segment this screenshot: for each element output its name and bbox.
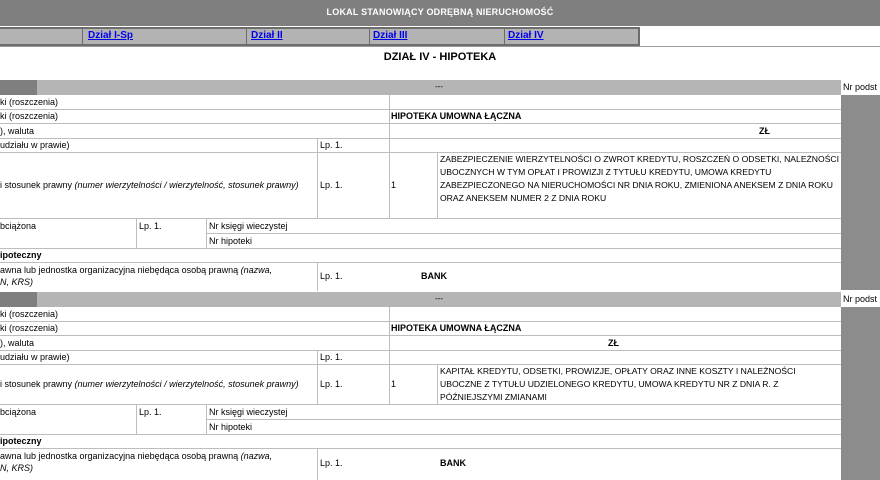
creditor-value: BANK <box>440 458 466 468</box>
side-panel <box>841 95 880 290</box>
col-divider <box>389 95 390 153</box>
divider <box>0 46 880 47</box>
row-label: ), waluta <box>0 126 35 136</box>
claim-description: KAPITAŁ KREDYTU, ODSETKI, PROWIZJE, OPŁATY ORAZ INNE KOSZTY I NALEŻNOŚCI UBOCZNE Z TYTUŁU UDZIELONEGO KREDYTU, UMOWA KREDYTU NR Z DNIA R. Z PÓŹNIEJSZYMI ZMIANAMI <box>440 366 796 402</box>
nav-link-dzial-2[interactable]: Dział II <box>251 30 283 41</box>
col-divider <box>206 218 207 249</box>
claim-number: 1 <box>391 180 397 190</box>
col-divider <box>136 218 137 249</box>
currency-value: ZŁ <box>608 338 619 348</box>
row-divider <box>206 419 841 420</box>
nav-separator <box>246 29 247 44</box>
row-label: i stosunek prawny (numer wierzytelności / wierzytelność, stosunek prawny) <box>0 379 299 389</box>
col-divider <box>389 364 390 405</box>
row-label: ki (roszczenia) <box>0 323 59 333</box>
section-title: DZIAŁ IV - HIPOTEKA <box>383 51 497 63</box>
row-label: ki (roszczenia) <box>0 111 59 121</box>
mortgage-number-label: Nr hipoteki <box>209 236 253 246</box>
land-register-label: Nr księgi wieczystej <box>209 407 288 417</box>
page-header: LOKAL STANOWIĄCY ODRĘBNĄ NIERUCHOMOŚĆ <box>0 0 880 26</box>
row-label: ), waluta <box>0 338 35 348</box>
row-divider <box>0 434 841 435</box>
entry-separator-bar: --- <box>37 80 841 95</box>
land-register-label: Nr księgi wieczystej <box>209 221 288 231</box>
nav-link-dzial-4[interactable]: Dział IV <box>508 30 544 41</box>
claim-number: 1 <box>391 379 397 389</box>
row-divider <box>0 350 841 351</box>
lp-value: Lp. 1. <box>139 221 162 231</box>
row-label: udziału w prawie) <box>0 140 70 150</box>
col-divider <box>317 448 318 480</box>
row-divider <box>0 262 841 263</box>
subsection-label: ipoteczny <box>0 250 42 260</box>
lp-value: Lp. 1. <box>320 379 343 389</box>
col-divider <box>389 152 390 219</box>
lp-value: Lp. 1. <box>320 458 343 468</box>
lp-value: Lp. 1. <box>320 271 343 281</box>
lp-value: Lp. 1. <box>320 140 343 150</box>
row-label: N, KRS) <box>0 277 34 287</box>
mortgage-type-value: HIPOTEKA UMOWNA ŁĄCZNA <box>391 323 522 333</box>
row-label: i stosunek prawny (numer wierzytelności / wierzytelność, stosunek prawny) <box>0 180 299 190</box>
col-divider <box>317 262 318 291</box>
subsection-label: ipoteczny <box>0 436 42 446</box>
row-label: awna lub jednostka organizacyjna niebędąca osobą prawną (nazwa, <box>0 451 273 461</box>
col-divider <box>136 404 137 435</box>
col-divider <box>317 350 318 405</box>
nav-separator <box>504 29 505 44</box>
row-label: ki (roszczenia) <box>0 309 59 319</box>
row-label: bciążona <box>0 221 37 231</box>
row-divider <box>0 404 841 405</box>
mortgage-type-value: HIPOTEKA UMOWNA ŁĄCZNA <box>391 111 522 121</box>
row-divider <box>0 321 841 322</box>
entry-left-bar <box>0 292 37 307</box>
col-divider <box>389 307 390 365</box>
row-divider <box>0 448 841 449</box>
claim-description: ZABEZPIECZENIE WIERZYTELNOŚCI O ZWROT KREDYTU, ROSZCZEŃ O ODSETKI, NALEŻNOŚCI UBOCZNYCH W TYM OPŁAT I PROWIZJI Z TYTUŁU KREDYTU, UMOWA KREDYTU ZABEZPIECZONEGO NA NIERUCHOMOŚCI NR DNIA ROKU, ZMIENIONA ANEKSEM Z DNIA ROKU ORAZ ANEKSEM NUMER 2 Z DNIA ROKU <box>440 154 840 203</box>
row-divider <box>0 248 841 249</box>
lp-value: Lp. 1. <box>139 407 162 417</box>
row-divider <box>0 335 841 336</box>
row-divider <box>0 218 841 219</box>
row-divider <box>0 109 841 110</box>
row-label: ki (roszczenia) <box>0 97 59 107</box>
nav-separator <box>369 29 370 44</box>
row-divider <box>0 123 841 124</box>
row-label: bciążona <box>0 407 37 417</box>
lp-value: Lp. 1. <box>320 180 343 190</box>
entry-left-bar <box>0 80 37 95</box>
creditor-value: BANK <box>421 271 447 281</box>
row-divider <box>206 233 841 234</box>
row-label: awna lub jednostka organizacyjna niebędąca osobą prawną (nazwa, <box>0 265 273 275</box>
col-divider <box>317 138 318 219</box>
nav-link-dzial-1-sp[interactable]: Dział I-Sp <box>88 30 134 41</box>
nav-separator <box>82 29 83 44</box>
nav-link-dzial-3[interactable]: Dział III <box>373 30 408 41</box>
col-divider <box>206 404 207 435</box>
entry-separator-bar: --- <box>37 292 841 307</box>
col-divider <box>437 152 438 219</box>
currency-value: ZŁ <box>759 126 770 136</box>
row-label: N, KRS) <box>0 463 34 473</box>
row-divider <box>0 138 841 139</box>
row-label: udziału w prawie) <box>0 352 70 362</box>
lp-value: Lp. 1. <box>320 352 343 362</box>
col-divider <box>437 364 438 405</box>
side-label-nr-podst: Nr podst <box>843 82 878 92</box>
side-panel <box>841 307 880 480</box>
side-label-nr-podst: Nr podst <box>843 294 878 304</box>
mortgage-number-label: Nr hipoteki <box>209 422 253 432</box>
